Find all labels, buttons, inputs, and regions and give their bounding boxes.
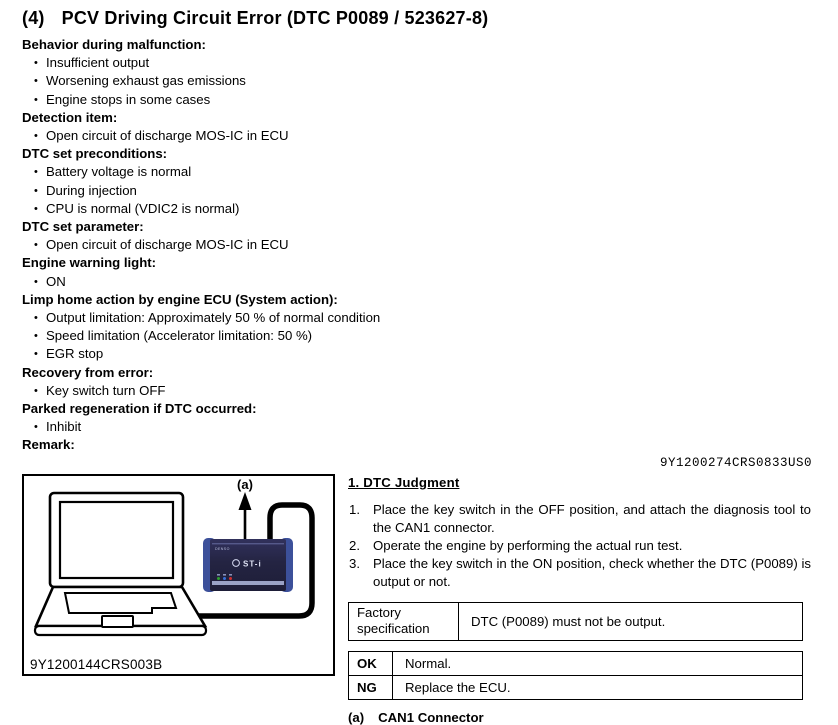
caption-marker: (a): [348, 709, 365, 725]
page-title: [22, 8, 812, 29]
table-row: [349, 675, 803, 699]
list-item: [22, 309, 812, 327]
list-item: [22, 345, 812, 363]
section-heading: Remark:: [22, 437, 75, 453]
result-label-cell: OK: [349, 651, 393, 675]
spec-value-cell: DTC (P0089) must not be output.: [459, 602, 803, 640]
list-item-text: Output limitation: Approximately 50 % of normal condition: [46, 310, 381, 326]
procedure-step: Place the key switch in the ON position, check whether the DTC (P0089) is output or not.: [373, 556, 811, 590]
led-red: [229, 577, 232, 580]
bullet-icon: •: [34, 202, 38, 215]
section-heading: Parked regeneration if DTC occurred:: [22, 401, 257, 417]
result-table: [348, 651, 803, 700]
list-item: [22, 127, 812, 145]
section-heading: DTC set preconditions:: [22, 146, 168, 162]
callout-arrow: [237, 477, 253, 541]
device-model-label: ST-i: [243, 559, 262, 569]
callout-label: (a): [237, 476, 253, 492]
factory-specification-table: [348, 602, 803, 641]
spec-label-cell: Factory specification: [349, 602, 459, 640]
list-item-text: During injection: [46, 182, 137, 198]
procedure-heading: 1. DTC Judgment: [348, 474, 460, 490]
bullet-icon: •: [34, 130, 38, 143]
led-label-mark: [217, 574, 220, 576]
list-item: [22, 418, 812, 436]
title-number: (4): [22, 8, 45, 28]
section-heading: Engine warning light:: [22, 255, 157, 271]
list-item-text: CPU is normal (VDIC2 is normal): [46, 200, 240, 216]
section-heading: Behavior during malfunction:: [22, 37, 206, 52]
bottom-area: [22, 474, 812, 725]
table-row: [349, 602, 803, 640]
list-item: [22, 327, 812, 345]
list-item: [22, 72, 812, 90]
result-value-cell: Normal.: [393, 651, 803, 675]
led-label-mark: [229, 574, 232, 576]
procedure-column: [348, 474, 811, 725]
list-item-text: Key switch turn OFF: [46, 382, 166, 398]
list-item: [22, 382, 812, 400]
bullet-icon: •: [34, 330, 38, 343]
section-heading: DTC set parameter:: [22, 219, 144, 235]
list-item: [22, 91, 812, 109]
diagnostic-tool-illustration: [203, 538, 293, 592]
led-green: [217, 577, 220, 580]
list-item: [22, 54, 812, 72]
list-item-text: Open circuit of discharge MOS-IC in ECU: [46, 128, 289, 144]
result-label-cell: NG: [349, 675, 393, 699]
table-row: [349, 651, 803, 675]
bullet-icon: •: [34, 239, 38, 252]
list-item-text: Open circuit of discharge MOS-IC in ECU: [46, 237, 289, 253]
device-brand-label: DENSO: [215, 546, 230, 551]
procedure-step: Place the key switch in the OFF position, and attach the diagnosis tool to the CAN1 connector.: [373, 501, 811, 535]
list-item-text: EGR stop: [46, 346, 104, 362]
led-label-mark: [223, 574, 226, 576]
caption-text: CAN1 Connector: [378, 709, 484, 725]
bullet-icon: •: [34, 57, 38, 70]
list-item-text: Engine stops in some cases: [46, 91, 211, 107]
bullet-icon: •: [34, 166, 38, 179]
title-text: PCV Driving Circuit Error (DTC P0089 / 523627-8): [61, 8, 489, 28]
bullet-icon: •: [34, 421, 38, 434]
bullet-icon: •: [34, 275, 38, 288]
bullet-icon: •: [34, 384, 38, 397]
figure-diagnosis-tool: [22, 474, 335, 676]
list-item: [22, 273, 812, 291]
list-item: [22, 236, 812, 254]
section-heading: Recovery from error:: [22, 364, 154, 380]
laptop-illustration: [35, 493, 206, 635]
bullet-icon: •: [34, 75, 38, 88]
procedure-steps: [348, 501, 811, 592]
figure-illustration: [24, 476, 333, 674]
result-value-cell: Replace the ECU.: [393, 675, 803, 699]
led-blue: [223, 577, 226, 580]
list-item-text: ON: [46, 273, 66, 289]
list-item-text: Inhibit: [46, 419, 82, 435]
list-item: [22, 163, 812, 181]
figure-code: 9Y1200144CRS003B: [30, 656, 163, 672]
bullet-icon: •: [34, 184, 38, 197]
definition-sections: [22, 36, 812, 455]
figure-caption: [348, 710, 811, 725]
section-heading: Detection item:: [22, 109, 118, 125]
list-item: [22, 200, 812, 218]
list-item: [22, 182, 812, 200]
list-item-text: Speed limitation (Accelerator limitation: 50 %): [46, 328, 313, 344]
bullet-icon: •: [34, 348, 38, 361]
list-item-text: Insufficient output: [46, 55, 150, 71]
bullet-icon: •: [34, 312, 38, 325]
list-item-text: Worsening exhaust gas emissions: [46, 73, 246, 89]
document-code: 9Y1200274CRS0833US0: [659, 455, 812, 470]
procedure-step: Operate the engine by performing the actual run test.: [373, 538, 683, 554]
section-heading: Limp home action by engine ECU (System action):: [22, 291, 338, 307]
bullet-icon: •: [34, 93, 38, 106]
list-item-text: Battery voltage is normal: [46, 164, 192, 180]
